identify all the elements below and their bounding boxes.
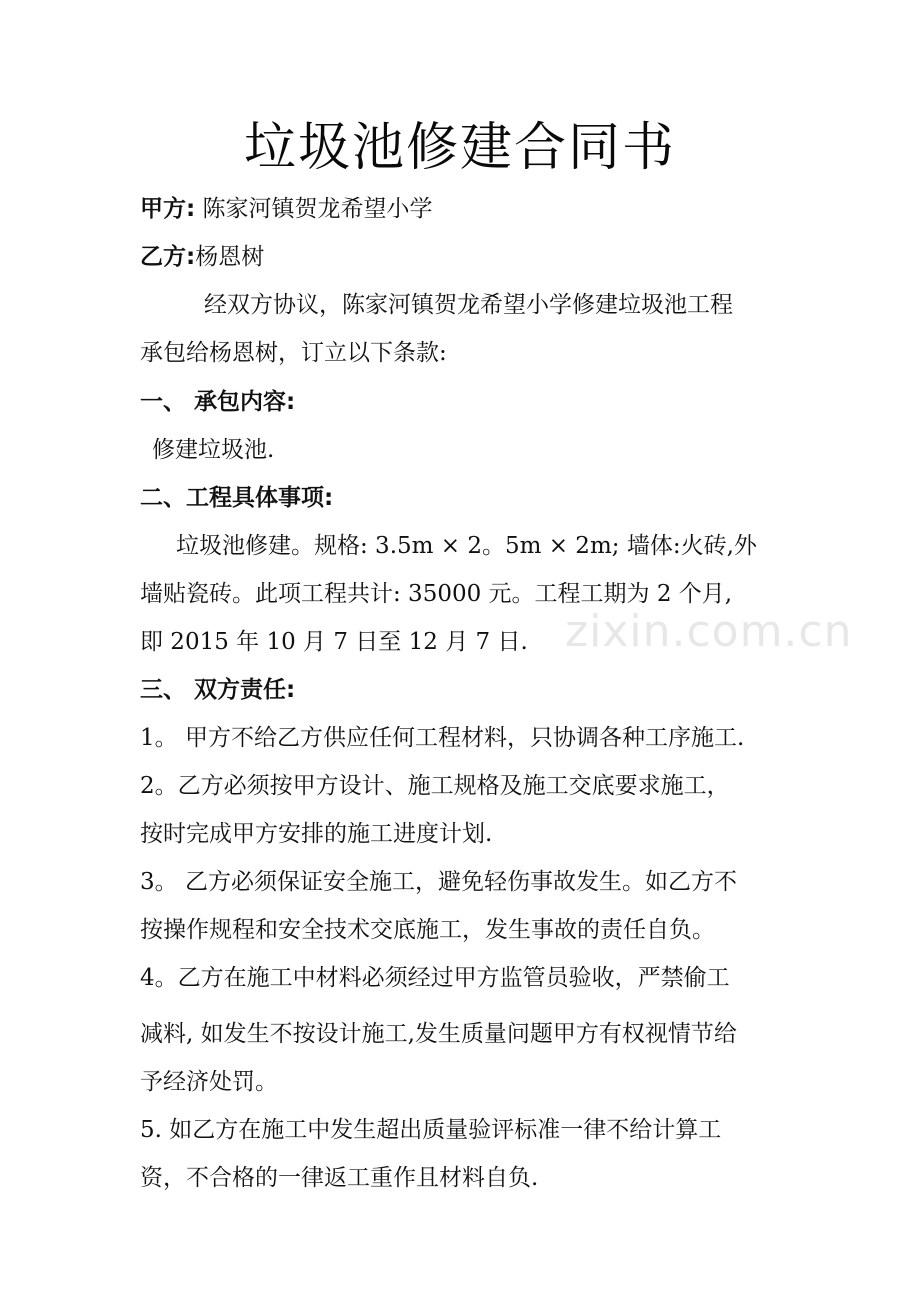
section-2-line-3: 即 2015 年 10 月 7 日至 12 月 7 日.	[140, 629, 528, 655]
item-5-line-2: 资，不合格的一律返工重作且材料自负.	[140, 1165, 539, 1191]
item-4-line-3: 予经济处罚。	[140, 1069, 278, 1095]
intro-line-2: 承包给杨恩树，订立以下条款:	[140, 340, 447, 366]
section-2-line-1: 垃圾池修建。规格: 3.5m × 2。5m × 2m; 墙体:火砖,外	[176, 533, 757, 559]
party-a-label: 甲方:	[140, 196, 196, 222]
item-5-line-1: 5. 如乙方在施工中发生超出质量验评标准一律不给计算工	[140, 1117, 722, 1143]
section-2-heading: 二、工程具体事项:	[140, 485, 334, 511]
section-1-text: 修建垃圾池.	[152, 437, 275, 463]
section-1-heading: 一、 承包内容:	[140, 389, 296, 415]
intro-line-1: 经双方协议，陈家河镇贺龙希望小学修建垃圾池工程	[204, 292, 733, 318]
item-1-line-1: 1。 甲方不给乙方供应任何工程材料，只协调各种工序施工.	[140, 725, 745, 751]
party-b-value: 杨恩树	[195, 244, 265, 270]
section-3-heading: 三、 双方责任:	[140, 677, 296, 703]
watermark: zixin.com.cn	[565, 606, 853, 657]
party-b-label: 乙方:	[140, 244, 196, 270]
item-4-line-2: 减料, 如发生不按设计施工,发生质量问题甲方有权视情节给	[140, 1021, 737, 1047]
party-a-value: 陈家河镇贺龙希望小学	[195, 196, 433, 222]
item-4-line-1: 4。乙方在施工中材料必须经过甲方监管员验收，严禁偷工	[140, 965, 730, 991]
party-a-line	[140, 192, 800, 226]
document-title: 垃圾池修建合同书	[243, 118, 676, 178]
section-2-line-2: 墙贴瓷砖。此项工程共计: 35000 元。工程工期为 2 个月,	[140, 581, 733, 607]
party-b-line	[140, 240, 800, 274]
item-3-line-1: 3。 乙方必须保证安全施工，避免轻伤事故发生。如乙方不	[140, 869, 737, 895]
item-3-line-2: 按操作规程和安全技术交底施工，发生事故的责任自负。	[140, 917, 715, 943]
item-2-line-1: 2。乙方必须按甲方设计、施工规格及施工交底要求施工，	[140, 773, 730, 799]
item-2-line-2: 按时完成甲方安排的施工进度计划.	[140, 821, 493, 847]
